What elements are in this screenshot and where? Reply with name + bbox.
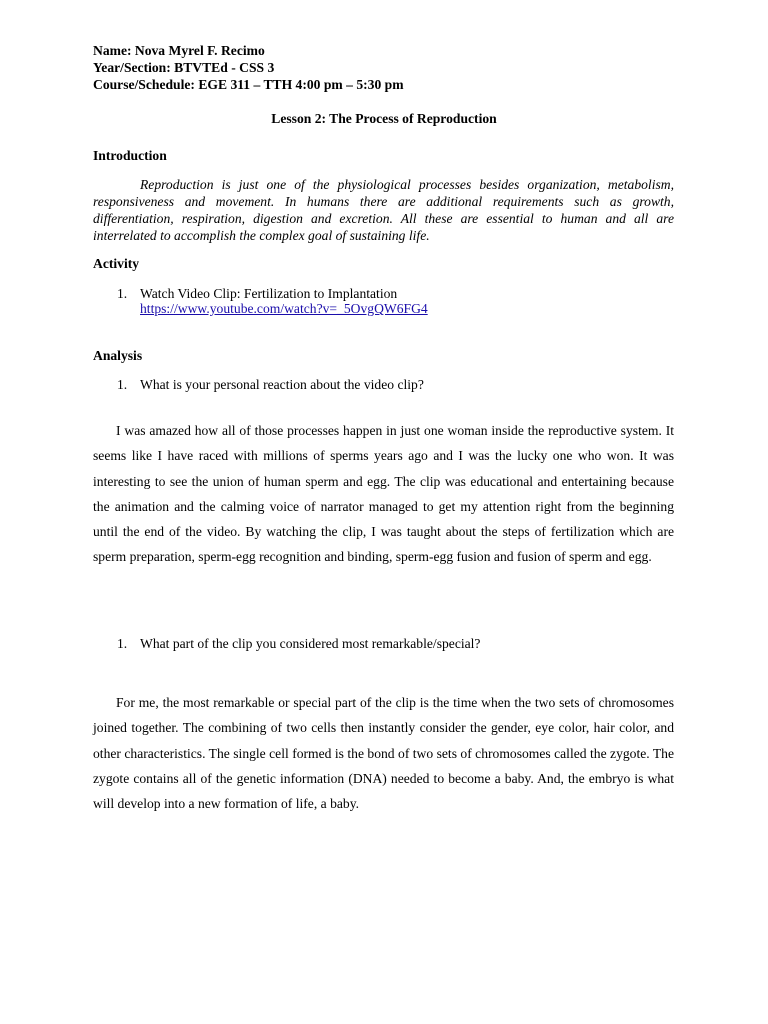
question-1-number: 1. — [117, 377, 128, 392]
year-section: Year/Section: BTVTEd - CSS 3 — [93, 60, 275, 75]
answer-1-text: I was amazed how all of those processes happen in just one woman inside the reproductive system. It seems like I have raced with millions of sperms years ago and I was the lucky one who won. It was interesting to see the union of human sperm and egg. The clip was educational and entertaining because the animation and the calming voice of narrator managed to get my attention right from the beginning until the end of the video. By watching the clip, I was taught about the steps of fertilization which are sperm preparation, sperm-egg recognition and binding, sperm-egg fusion and fusion of sperm and egg. — [93, 423, 674, 565]
question-2-number: 1. — [117, 636, 128, 651]
activity-item-number: 1. — [117, 286, 128, 301]
introduction-text: Reproduction is just one of the physiological processes besides organization, metabolism, responsiveness and movement. In humans there are additional requirements such as growth, differentiation, respiration, digestion and excretion. All these are essential to human and all are interrelated to accomplish the complex goal of sustaining life. — [93, 177, 674, 243]
activity-item-text: Watch Video Clip: Fertilization to Implantation — [140, 286, 398, 301]
question-1-text: What is your personal reaction about the video clip? — [140, 377, 424, 392]
question-2 — [117, 635, 480, 652]
question-2-text: What part of the clip you considered most remarkable/special? — [140, 636, 481, 651]
analysis-heading: Analysis — [93, 348, 143, 363]
activity-item — [117, 285, 397, 302]
lesson-title: Lesson 2: The Process of Reproduction — [271, 111, 497, 126]
course-schedule: Course/Schedule: EGE 311 – TTH 4:00 pm – 5:30 pm — [93, 77, 404, 92]
answer-2 — [93, 690, 674, 816]
answer-1 — [93, 418, 674, 570]
introduction-body — [93, 176, 674, 244]
question-1 — [117, 376, 424, 393]
introduction-heading: Introduction — [93, 148, 167, 163]
student-name: Name: Nova Myrel F. Recimo — [93, 43, 265, 58]
activity-heading: Activity — [93, 256, 140, 271]
answer-2-text: For me, the most remarkable or special part of the clip is the time when the two sets of chromosomes joined together. The combining of two cells then instantly consider the gender, eye color, hair color, and other characteristics. The single cell formed is the bond of two sets of chromosomes called the zygote. The zygote contains all of the genetic information (DNA) needed to become a baby. And, the embryo is what will develop into a new formation of life, a baby. — [93, 695, 674, 812]
video-link[interactable]: https://www.youtube.com/watch?v=_5OvgQW6FG4 — [140, 301, 428, 316]
